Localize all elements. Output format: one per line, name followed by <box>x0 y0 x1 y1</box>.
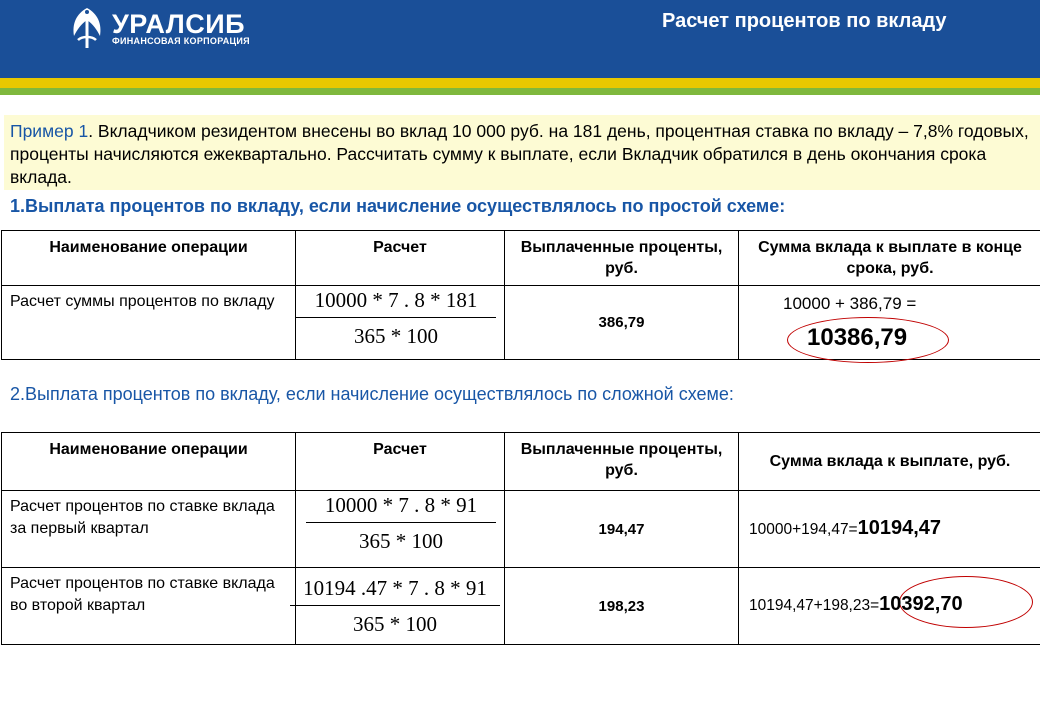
col-header-sum: Сумма вклада к выплате в конце срока, руб. <box>739 231 1040 286</box>
logo-name: УРАЛСИБ <box>112 9 246 39</box>
formula-numerator: 10194 .47 * 7 . 8 * 91 <box>290 576 500 606</box>
simple-interest-table <box>1 230 1040 360</box>
sum-result: 10194,47 <box>857 517 942 539</box>
col-header-operation: Наименование операции <box>2 231 296 286</box>
section2-heading: 2.Выплата процентов по вкладу, если начисление осуществлялось по сложной схеме: <box>10 384 734 404</box>
sum-result: 10392,70 <box>879 593 963 615</box>
col-header-paid: Выплаченные проценты, руб. <box>505 433 739 491</box>
table-row <box>2 491 1040 568</box>
uralsib-logo-icon <box>68 6 106 50</box>
section1-heading: 1.Выплата процентов по вкладу, если начисление осуществлялось по простой схеме: <box>10 196 786 216</box>
page-title: Расчет процентов по вкладу <box>662 10 947 32</box>
table-row <box>2 286 1040 360</box>
table-header-row <box>2 433 1040 491</box>
sum-cell <box>739 568 1040 645</box>
operation-cell: Расчет суммы процентов по вкладу <box>2 286 296 360</box>
yellow-stripe <box>0 78 1040 88</box>
paid-cell: 194,47 <box>505 491 739 568</box>
sum-cell <box>739 286 1040 360</box>
sum-expression-text: 10194,47+198,23= <box>749 597 880 614</box>
formula-denominator: 365 * 100 <box>353 612 437 636</box>
green-stripe <box>0 88 1040 95</box>
col-header-calc: Расчет <box>296 433 505 491</box>
calc-cell <box>296 286 505 360</box>
formula-denominator: 365 * 100 <box>359 529 443 553</box>
logo-subtitle: ФИНАНСОВАЯ КОРПОРАЦИЯ <box>112 36 250 46</box>
col-header-paid: Выплаченные проценты, руб. <box>505 231 739 286</box>
paid-cell: 198,23 <box>505 568 739 645</box>
formula-numerator: 10000 * 7 . 8 * 91 <box>306 493 496 523</box>
operation-cell: Расчет процентов по ставке вклада за первый квартал <box>2 491 296 568</box>
uralsib-logo <box>68 6 250 50</box>
sum-expression: 10000 + 386,79 = <box>783 294 917 313</box>
sum-cell <box>739 491 1040 568</box>
col-header-sum: Сумма вклада к выплате, руб. <box>739 433 1040 491</box>
sum-result: 10386,79 <box>807 324 908 351</box>
col-header-operation: Наименование операции <box>2 433 296 491</box>
example-label: Пример 1 <box>10 121 89 141</box>
paid-cell: 386,79 <box>505 286 739 360</box>
table-row <box>2 568 1040 645</box>
formula-fraction <box>306 493 496 554</box>
table-header-row <box>2 231 1040 286</box>
formula-fraction <box>290 576 500 637</box>
operation-cell: Расчет процентов по ставке вклада во второй квартал <box>2 568 296 645</box>
sum-expression-text: 10000+194,47= <box>749 521 858 538</box>
formula-numerator: 10000 * 7 . 8 * 181 <box>296 288 496 318</box>
sum-expression <box>749 517 941 540</box>
calc-cell <box>296 568 505 645</box>
col-header-calc: Расчет <box>296 231 505 286</box>
calc-cell <box>296 491 505 568</box>
sum-expression <box>749 593 963 616</box>
example-body: . Вкладчиком резидентом внесены во вклад 10 000 руб. на 181 день, процентная ставка по вкладу – 7,8% годовых, проценты начисляются ежеквартально. Рассчитать сумму к выплате, если Вкладчик обратился в день окончания срока вклада. <box>10 121 1029 187</box>
compound-interest-table <box>1 432 1040 645</box>
formula-denominator: 365 * 100 <box>354 324 438 348</box>
example-text <box>10 120 1035 189</box>
formula-fraction <box>296 288 496 349</box>
